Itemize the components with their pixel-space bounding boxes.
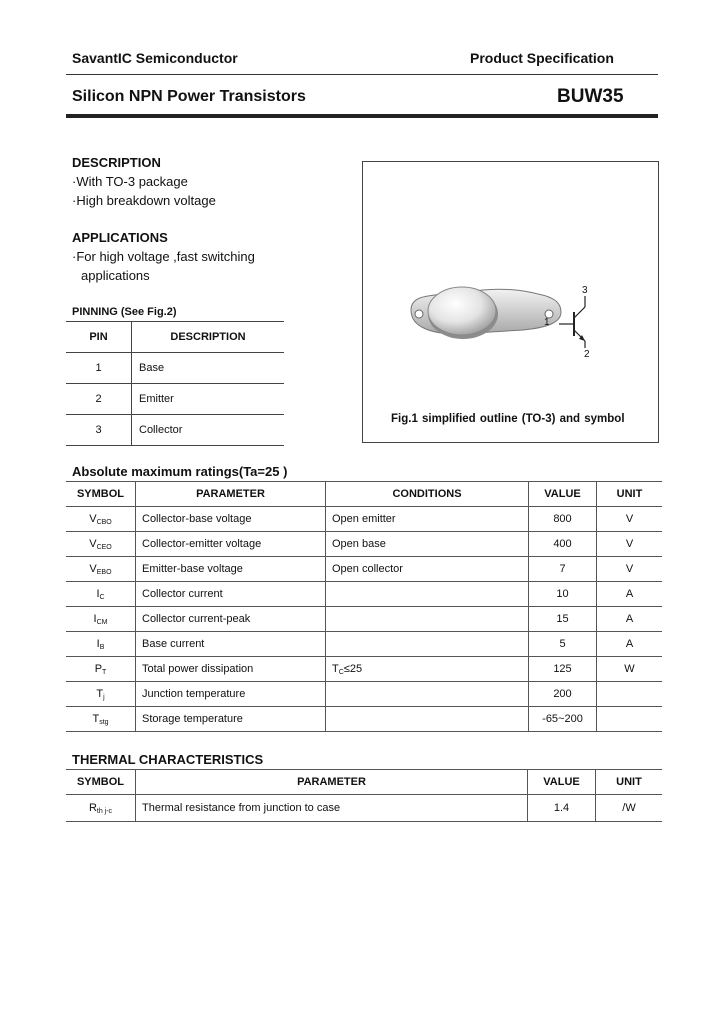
table-row [66, 682, 662, 707]
description-heading: DESCRIPTION [72, 155, 161, 170]
value-cell: 7 [529, 557, 597, 582]
parameter-cell: Collector current [136, 582, 326, 607]
thermal-table [66, 769, 662, 822]
npn-transistor-symbol [559, 296, 585, 348]
abs-max-header-row [66, 482, 662, 507]
table-row [66, 795, 662, 822]
conditions-cell: Open collector [326, 557, 529, 582]
conditions-column-header: CONDITIONS [326, 482, 529, 507]
abs-max-table [66, 481, 662, 732]
conditions-cell [326, 632, 529, 657]
table-row [66, 607, 662, 632]
value-cell: 15 [529, 607, 597, 632]
symbol-pin-label: 2 [584, 349, 590, 360]
unit-cell: A [597, 582, 663, 607]
pin-number: 3 [66, 415, 132, 446]
conditions-cell [326, 607, 529, 632]
pin-description-column-header: DESCRIPTION [132, 322, 285, 353]
abs-max-heading: Absolute maximum ratings(Ta=25 ) [72, 464, 288, 479]
mounting-hole [415, 310, 423, 318]
symbol-cell: $T_j$ [66, 682, 136, 707]
parameter-cell: Base current [136, 632, 326, 657]
conditions-cell: Open base [326, 532, 529, 557]
parameter-cell: Collector-base voltage [136, 507, 326, 532]
symbol-cell: $V_{CEO}$ [66, 532, 136, 557]
unit-cell: W [597, 657, 663, 682]
unit-cell [597, 682, 663, 707]
symbol-pin-label: 1 [544, 317, 550, 328]
unit-cell: V [597, 557, 663, 582]
symbol-column-header: SYMBOL [66, 770, 136, 795]
applications-line: applications [81, 268, 150, 283]
table-row [66, 353, 284, 384]
pin-number: 1 [66, 353, 132, 384]
value-cell: 5 [529, 632, 597, 657]
parameter-cell: Collector current-peak [136, 607, 326, 632]
company-name: SavantIC Semiconductor [72, 50, 238, 66]
value-column-header: VALUE [528, 770, 596, 795]
applications-heading: APPLICATIONS [72, 230, 168, 245]
table-row [66, 384, 284, 415]
value-cell: 400 [529, 532, 597, 557]
parameter-column-header: PARAMETER [136, 770, 528, 795]
parameter-cell: Total power dissipation [136, 657, 326, 682]
table-row [66, 415, 284, 446]
symbol-column-header: SYMBOL [66, 482, 136, 507]
pin-column-header: PIN [66, 322, 132, 353]
parameter-cell: Collector-emitter voltage [136, 532, 326, 557]
thermal-heading: THERMAL CHARACTERISTICS [72, 752, 264, 767]
cap-shape [428, 287, 496, 335]
part-number: BUW35 [557, 86, 624, 107]
parameter-column-header: PARAMETER [136, 482, 326, 507]
table-row [66, 582, 662, 607]
unit-cell: V [597, 532, 663, 557]
parameter-cell: Junction temperature [136, 682, 326, 707]
document-type: Product Specification [470, 50, 614, 66]
value-cell: 1.4 [528, 795, 596, 822]
to3-package-illustration [363, 162, 658, 442]
unit-cell: A [597, 607, 663, 632]
conditions-cell [326, 707, 529, 732]
unit-cell: A [597, 632, 663, 657]
symbol-cell: $I_C$ [66, 582, 136, 607]
value-column-header: VALUE [529, 482, 597, 507]
value-cell: -65~200 [529, 707, 597, 732]
symbol-cell: $T_{stg}$ [66, 707, 136, 732]
header-rule [66, 74, 658, 75]
conditions-cell [326, 582, 529, 607]
conditions-cell [326, 682, 529, 707]
pinning-header-row [66, 322, 284, 353]
description-item: ·With TO-3 package [72, 174, 188, 189]
product-line-title: Silicon NPN Power Transistors [72, 88, 306, 105]
pinning-table [66, 321, 284, 446]
unit-cell [597, 707, 663, 732]
symbol-cell: $P_T$ [66, 657, 136, 682]
applications-line: ·For high voltage ,fast switching [72, 249, 255, 264]
parameter-cell: Storage temperature [136, 707, 326, 732]
parameter-cell: Emitter-base voltage [136, 557, 326, 582]
description-item: ·High breakdown voltage [72, 193, 216, 208]
symbol-cell: $V_{EBO}$ [66, 557, 136, 582]
symbol-cell: $V_{CBO}$ [66, 507, 136, 532]
symbol-pin-label: 3 [582, 285, 588, 296]
symbol-cell: $I_B$ [66, 632, 136, 657]
table-row [66, 507, 662, 532]
table-row [66, 632, 662, 657]
figure-box [362, 161, 659, 443]
unit-cell: /W [596, 795, 663, 822]
pin-description: Emitter [132, 384, 285, 415]
parameter-cell: Thermal resistance from junction to case [136, 795, 528, 822]
pin-number: 2 [66, 384, 132, 415]
figure-caption: Fig.1 simplified outline (TO-3) and symbol [391, 413, 625, 425]
table-row [66, 532, 662, 557]
unit-column-header: UNIT [597, 482, 663, 507]
table-row [66, 707, 662, 732]
value-cell: 125 [529, 657, 597, 682]
value-cell: 200 [529, 682, 597, 707]
table-row [66, 657, 662, 682]
value-cell: 10 [529, 582, 597, 607]
symbol-cell: $I_{CM}$ [66, 607, 136, 632]
pin-description: Collector [132, 415, 285, 446]
title-rule [66, 114, 658, 118]
conditions-cell: $T_C\le 25$ [326, 657, 529, 682]
value-cell: 800 [529, 507, 597, 532]
unit-cell: V [597, 507, 663, 532]
pinning-heading: PINNING (See Fig.2) [72, 306, 177, 318]
table-row [66, 557, 662, 582]
pin-description: Base [132, 353, 285, 384]
unit-column-header: UNIT [596, 770, 663, 795]
symbol-cell: $R_{th j-c}$ [66, 795, 136, 822]
thermal-header-row [66, 770, 662, 795]
conditions-cell: Open emitter [326, 507, 529, 532]
